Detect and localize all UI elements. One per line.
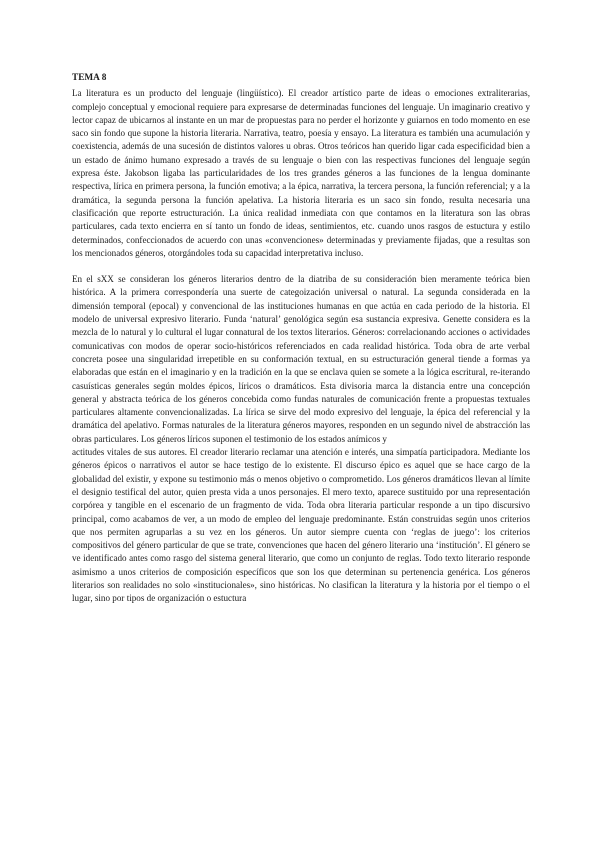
document-page (72, 72, 530, 606)
paragraph-continuation: actitudes vitales de sus autores. El creador literario reclamar una atención e interés, una simpatía participadora. Mediante los géneros épicos o narrativos el autor se hace testigo de lo existente. El discurso épico es aquel que se hace cargo de la globalidad del existir, y expone su testimonio más o menos objetivo o comprometido. Los géneros dramáticos llevan al límite el designio testifical del autor, quien presta vida a unos personajes. El mero texto, aparece sustituido por una representación corpórea y tangible en el escenario de un fragmento de vida. Toda obra literaria particular responde a un tipo discursivo principal, como acabamos de ver, a un modo de empleo del lenguaje predominante. Están construidas según unos criterios que nos permiten agruparlas a su vez en los géneros. Un autor siempre cuenta con ‘reglas de juego’: los criterios compositivos del género particular de que se trate, convenciones que hacen del género literario una ‘institución’. El género se ve identificado antes como rasgo del sistema general literario, que como un conjunto de reglas. Todo texto literario responde asimismo a unos criterios de composición específicos que son los que determinan su pertenencia genérica. Los géneros literarios son realidades no solo «institucionales», sino históricas. No clasifican la literatura y la historia por el tiempo o el lugar, sino por tipos de organización o estuctura (72, 447, 530, 604)
paragraph-gap (72, 260, 530, 273)
document-title: TEMA 8 (72, 73, 107, 83)
paragraph-intro: La literatura es un producto del lenguaje (lingüístico). El creador artístico parte de ideas o emociones extraliterarias, complejo conceptual y emocional requiere para expresarse de determinadas funciones del lenguaje. Un imaginario creativo y lector capaz de ubicarnos al instante en un mar de propuestas para no perder el horizonte y guiarnos en todo momento en ese saco sin fondo que supone la historia literaria. Narrativa, teatro, poesía y ensayo. La literatura es también una acumulación y coexistencia, además de una sucesión de distintos valores u obras. Otros teóricos han querido ligar cada especificidad bien a un estado de ánimo humano expresado a través de su lenguaje o bien con las respectivas funciones del lenguaje según expresa éste. Jakobson ligaba las particularidades de los tres grandes géneros a las funciones de la lengua dominante respectiva, lírica en primera persona, la función emotiva; a la épica, narrativa, la tercera persona, la función referencial; y a la dramática, la segunda persona la función apelativa. La historia literaria es un saco sin fondo, resulta necesaria una clasificación que reporte estructuración. La única realidad inmediata con que contamos en la literatura son las obras particulares, cada texto encierra en sí tanto un fondo de ideas, sentimientos, etc. cuando unos rasgos de estuctura y estilo determinados, confeccionados de acuerdo con unas «convenciones» determinadas y previamente fijadas, que a resultas son los mencionados géneros, otorgándoles toda su capacidad interpretativa incluso. (72, 88, 530, 258)
paragraph-sxx: En el sXX se consideran los géneros literarios dentro de la diatriba de su consideración bien meramente teórica bien histórica. A la primera correspondería una suerte de categoización universal o natural. La segunda considerada en la dimensión temporal (epocal) y convencional de las instituciones humanas en que actúa en cada periodo de la historia. El modelo de universal expresivo literario. Funda ‘natural’ genológica según esa sustancia expresiva. Genette considera es la mezcla de lo natural y lo cultural el lugar connatural de los textos literarios. Géneros: correlacionando acciones o actividades comunicativas con modos de operar socio-históricos referenciados en cada realidad histórica. Toda obra de arte verbal concreta posee una singularidad irrepetible en su conformación textual, en su estructuración general tiende a formas ya elaboradas que están en el imaginario y en la tradición en la que se enclava quien se somete a la lógica escritural, re-iterando casuísticas generales según moldes épicos, líricos o dramáticos. Esta divisoria marca la distancia entre una concepción general y abstracta teórica de los géneros concebida como fundas naturales de comunicación frente a propuestas textuales particulares altamente convencionalizadas. La lírica se sirve del modo expresivo del lenguaje, la épica del referencial y la dramática del apelativo. Formas naturales de la literatura géneros mayores, responden en un segundo nivel de abstracción las obras particulares. Los géneros líricos suponen el testimonio de los estados anímicos y (72, 274, 530, 444)
